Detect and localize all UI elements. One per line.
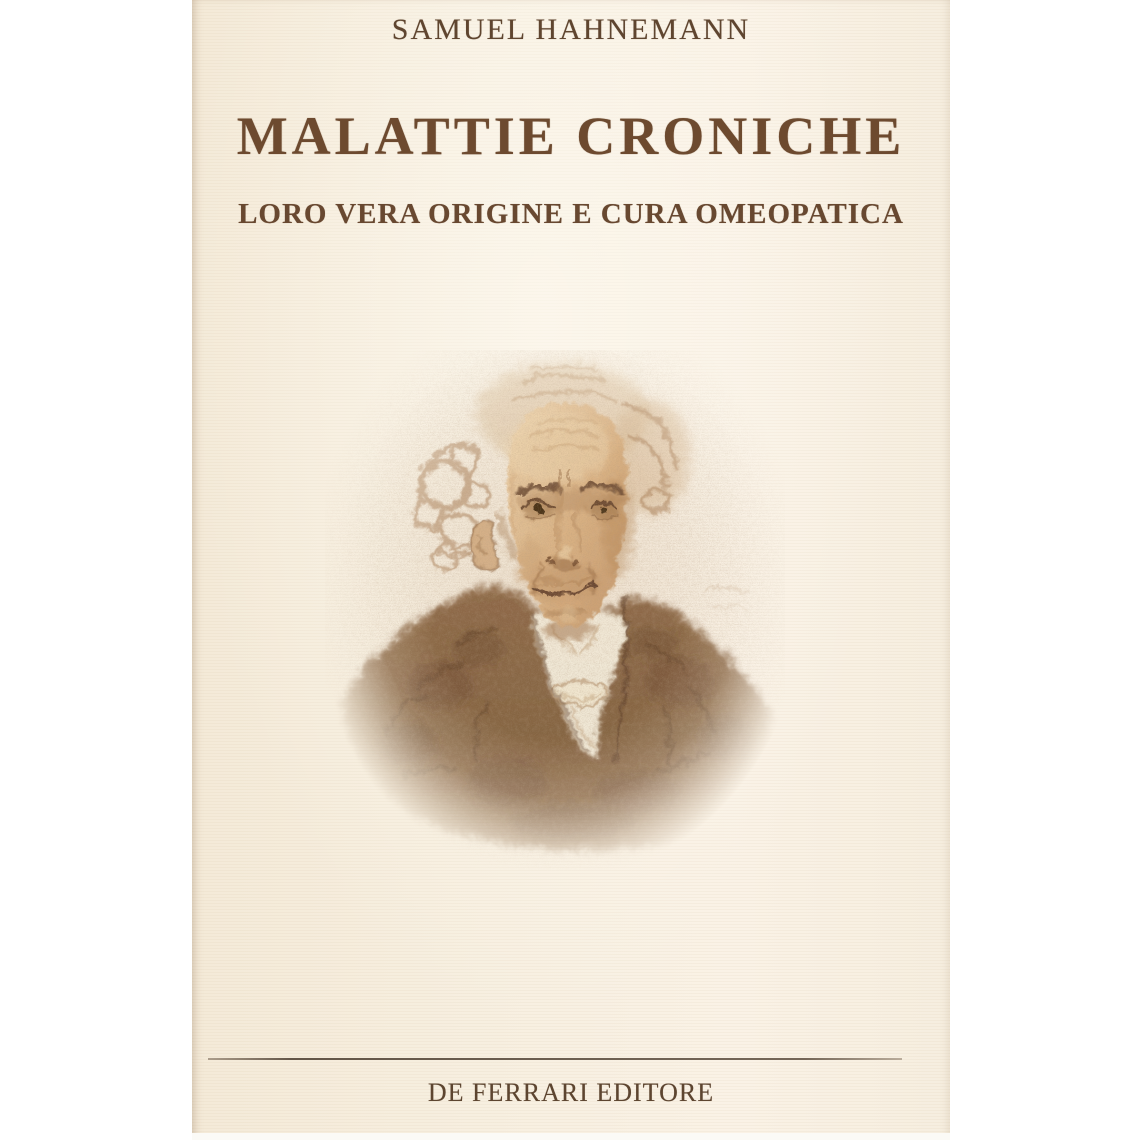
publisher-line: DE FERRARI EDITORE [427, 1078, 715, 1107]
divider-rule [208, 1058, 902, 1060]
scan-bottom-strip [192, 1133, 950, 1140]
book-title: MALATTIE CRONICHE [236, 106, 906, 166]
book-subtitle: LORO VERA ORIGINE E CURA OMEOPATICA [238, 198, 904, 230]
book-cover [192, 0, 950, 1140]
hahnemann-portrait-illustration [325, 350, 785, 870]
author-line: SAMUEL HAHNEMANN [391, 13, 751, 46]
